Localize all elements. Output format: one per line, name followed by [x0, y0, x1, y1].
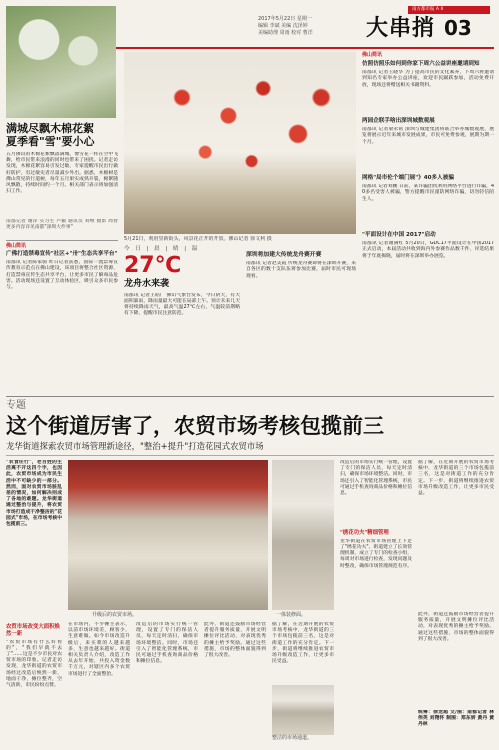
right-2-body: 南都讯 记者梁永铭 深圳与城建集团将联合举办城数观展，展览将展示近年来城市发展成果，市民可免费参观，展期为期一个月。: [362, 127, 494, 145]
right-4-body: 南都讯 记者谢满红 5月20日，GDC17平面设计在中国2017正式启动，本届活动共收到海内外参赛作品数千件，评选结果将于年底揭晓，届时将在深圳举办展览。: [362, 241, 494, 259]
page-number: 03: [444, 16, 472, 40]
badge-text: 南方都市报 A II: [412, 7, 444, 12]
feature-col-5-body-2: 此外，街道还鼓励市场经营者提升服务质量，开展文明摊位评比活动，对表现优秀的摊主给予奖励。通过这些措施，市场的整体面貌得到了很大改善。: [418, 612, 494, 642]
feature-col-4-body: 龙华街道在农贸市场管理上下足了"绣花功夫"。街道建立了长效管理机制，成立了专门的检查小组，每周对市场进行检查，发现问题及时整改，确保市场管理规范有序。: [340, 538, 412, 569]
feature-col-4: [340, 460, 412, 744]
feature-col-2: 在市场内，不少摊主表示，以前市场环境差，顾客少，生意难做。如今市场改造升级后，来买菜的人越来越多，生意也越来越好。街道相关负责人介绍，改造工作从去年开始，共投入资金数千万元，对辖区内多个农贸市场进行了全面整治。: [68, 622, 130, 677]
dragon-boat-body: 南都讯 记者赵美霞 传统龙舟赛即将在深圳开赛，来自各区的数十支队伍将参加比赛，届时市民可现场观看。: [246, 261, 356, 279]
feature-col-3b: 此外，街道还鼓励市场经营者提升服务质量，开展文明摊位评比活动，对表现优秀的摊主给予奖励。通过这些措施，市场的整体面貌得到了很大改善。: [204, 622, 266, 659]
top-left-headline-1: 满城尽飘木棉花絮: [6, 122, 94, 135]
top-left-body: 五月佛山的木棉花絮飘落满城，像雪花一样在空中飞舞，给市民带来浪漫的同时也带来了困扰。记者走访发现，木棉花絮容易引发过敏，专家提醒市民出行做好防护，有过敏史者尽量减少外出。据悉，木棉树是佛山常见的行道树，每年五月果实成熟开裂，棉絮随风飘散，持续时间约一个月。相关部门表示将加强清扫工作。: [6, 152, 118, 195]
right-column: [362, 52, 494, 392]
proof-line: 美编助理 周雨 校对 曹洋: [258, 30, 313, 36]
right-3-body: 南都讯 记者刘鹏 日前，某诈骗团伙利用网络平台进行诈骗，40多名受害人被骗，警方提醒市民谨防网络诈骗，切勿轻信陌生人。: [362, 184, 494, 202]
feature-col-3c-text: 据了解，在近期开展的农贸市场考核中，龙华街道的三个市场包揽前三名，这是对街道工作的充分肯定。下一步，街道将继续推进农贸市场升级改造工作，让更多市民受益。: [272, 622, 334, 665]
right-2-headline: 两园企联手啥出深圳城数观展: [362, 118, 435, 125]
divider: [6, 240, 118, 241]
left-col-headline: 广佛打造禁毒宣传"社区+"卅"生态共享平台": [6, 251, 118, 258]
market-photo-3: [272, 685, 334, 735]
feature-col-3: 改造后的市场实行统一管理，设置了专门的保洁人员，每天定时清扫，确保市场环境整洁。同时，市场还引入了智能化管理系统，市民可通过手机查询商品价格和摊位信息。: [136, 622, 198, 665]
masthead: [258, 6, 494, 46]
dragon-boat-headline: 深圳将加建大传统龙舟赛开赛: [246, 252, 322, 258]
weather-headline: 龙舟水来袭: [124, 278, 170, 289]
feature-col-4-subtitle: "绣花功夫"精细管理: [340, 530, 389, 536]
feature-col-3c: [272, 622, 334, 744]
section-title: 大串捎: [366, 15, 436, 41]
left-col-brief: [6, 240, 118, 402]
market-photo-2: [272, 460, 334, 610]
right-top-body: 南都讯 记者王晓华 为了提高市民的文化素养，下周六将邀请到知名专家举办公益讲座，欢迎市民踊跃参加，活动免费开放，现场还将赠送相关书籍资料。: [362, 70, 494, 88]
feature-sub1-title: 农贸市场改变大面积焕然一新: [6, 624, 60, 637]
editors-line: 编辑 李斌 美编 沈泽婷: [258, 23, 308, 29]
feature-rule: [6, 396, 494, 397]
feature-sub1-body: "农贸市场有什么好看的"，"我们早就不去了"……这是不少市民对农贸市场的印象。记者走访发现，龙华街道的农贸市场经过改造后焕然一新，地面干净，摊位整齐，空气清新，市民纷纷点赞。: [6, 639, 62, 689]
top-left-photo: [6, 6, 116, 118]
feature-subheadline: 龙华街道探索农贸市场管理新途径，"整治+提升"打造花园式农贸市场: [6, 441, 264, 451]
feature-subrule: [6, 455, 494, 456]
dragon-boat-brief: [246, 252, 356, 386]
right-3-headline: 网格"局市伦个端门展"》40多人被骗: [362, 175, 454, 182]
feature-headline: 这个街道厉害了，农贸市场考核包揽前三: [6, 413, 384, 438]
top-left-headline-2: 夏季看"雪"要小心: [6, 135, 95, 148]
left-col-body: 南都讯 记者陈家驹 昨日记者获悉，国际一流禁毒宣传教育示范点在佛山建设，该项目将整合社区资源，打造禁毒宣传生态共享平台，让更多市民了解毒品危害。活动现场还设置了互动体验区，吸引众多市民参与。: [6, 260, 118, 291]
weather-block: [124, 246, 240, 386]
weather-body: 南都讯 记者王皓广 佛山气象台发布，今日阴天，有大面积暴雨，降雨量最大可能在局部上午。预计未来几天将持续降雨天气，最高气温27℃左右，气温较前期略有下降，提醒市民注意防范。: [124, 292, 240, 317]
feature-col-1: [6, 460, 62, 744]
feature-col-5-body: 据了解，在近期开展的农贸市场考核中，龙华街道的三个市场包揽前三名，这是对街道工作的充分肯定。下一步，街道将继续推进农贸市场升级改造工作，让更多市民受益。: [418, 460, 494, 497]
feature-tag: 专题: [6, 400, 26, 411]
feature-intro: "农食住行"，老百姓的生活离不开这四个字，也因此，农贸市场成为市民生活中不可缺少的一部分。然而，面对农贸市场脏乱差的情况，如何解决则成了各地的难题。龙华街道通过整治与提升，将农贸市场打造成干净整洁的"花园式"市场，在市场考核中包揽前三。: [6, 460, 62, 528]
top-left-source: 南都记者 谢萍 实习生 卢颖 通讯员 刘继 摄影 周智 更多内容详见南都"深圳大件事": [6, 219, 118, 231]
market-photo-2-caption: 一体装修面。: [276, 612, 307, 618]
feature-col-4-top: 改造后的市场实行统一管理，设置了专门的保洁人员，每天定时清扫，确保市场环境整洁。同时，市场还引入了智能化管理系统，市民可通过手机查询商品价格和摊位信息。: [340, 460, 412, 497]
feature-byline: 统筹：徐龙超 文/图：南都记者 林伟英 刘翔怀 制图：郑东妍 黄丹 黄丹林: [418, 710, 494, 728]
kapok-photo-caption: 5月21日，观府里新街头，风景花正开的开放。佛山记者 徐文利 摄: [124, 236, 272, 242]
kapok-photo: [124, 52, 356, 234]
right-top-headline: 仿照仿照乐如何到你家下周六公益讲座邀请到知: [362, 61, 480, 68]
market-photo-1-caption: 升级后的农贸市场。: [92, 612, 138, 618]
weather-label: 今 日 | 晨 | 晴 | 温: [124, 246, 200, 252]
feature-col-5: [418, 460, 494, 744]
date-line: 2017年5月22日 星期一: [258, 16, 312, 22]
right-col-tag: 佛山简讯: [362, 52, 383, 58]
market-photo-1: [68, 460, 268, 610]
market-photo-3-caption: 整洁的市场通道。: [272, 735, 313, 741]
weather-temp: 27℃: [124, 252, 182, 278]
section-badge: [408, 6, 490, 14]
top-left-block: [6, 122, 118, 232]
left-col-tag: 佛山简讯: [6, 243, 27, 249]
right-4-headline: "平面设计在中国 2017"启动: [362, 232, 436, 239]
